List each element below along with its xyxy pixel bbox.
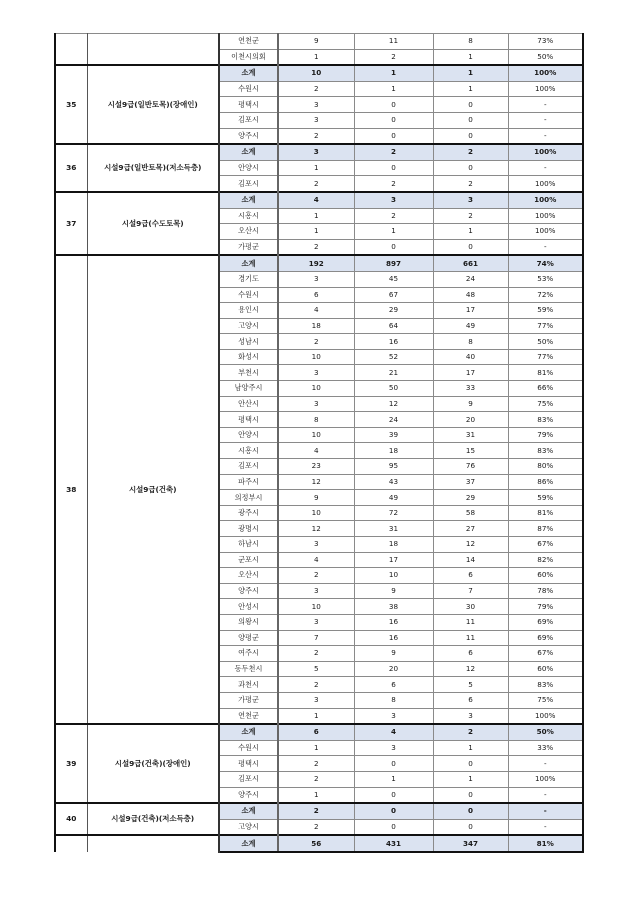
- applicant-count-cell: 1: [354, 81, 433, 97]
- planned-count-cell: 4: [278, 552, 354, 568]
- region-cell: 양주시: [219, 128, 278, 144]
- passed-count-cell: 11: [433, 630, 508, 646]
- group-number: 38: [55, 255, 87, 724]
- rate-cell: 83%: [508, 443, 583, 459]
- passed-count-cell: 2: [433, 144, 508, 160]
- passed-count-cell: 0: [433, 239, 508, 255]
- region-cell: 광주시: [219, 505, 278, 521]
- subtotal-row: [55, 144, 583, 160]
- planned-count-cell: 3: [278, 112, 354, 128]
- planned-count-cell: 8: [278, 412, 354, 428]
- region-cell: 양주시: [219, 583, 278, 599]
- passed-count-cell: 58: [433, 505, 508, 521]
- passed-count-cell: 27: [433, 521, 508, 537]
- table-row: [55, 34, 583, 50]
- rate-cell: -: [508, 128, 583, 144]
- planned-count-cell: 10: [278, 427, 354, 443]
- region-cell: 양주시: [219, 787, 278, 803]
- passed-count-cell: 0: [433, 112, 508, 128]
- passed-count-cell: 2: [433, 208, 508, 224]
- passed-count-cell: 30: [433, 599, 508, 615]
- region-cell: 양평군: [219, 630, 278, 646]
- planned-count-cell: 2: [278, 756, 354, 772]
- region-cell: 부천시: [219, 365, 278, 381]
- passed-count-cell: 0: [433, 128, 508, 144]
- applicant-count-cell: 50: [354, 381, 433, 397]
- applicant-count-cell: 9: [354, 646, 433, 662]
- applicant-count-cell: 29: [354, 303, 433, 319]
- region-cell: 광명시: [219, 521, 278, 537]
- applicant-count-cell: 12: [354, 396, 433, 412]
- applicant-count-cell: 67: [354, 287, 433, 303]
- planned-count-cell: 2: [278, 819, 354, 835]
- region-cell: 가평군: [219, 239, 278, 255]
- passed-count-cell: 12: [433, 537, 508, 553]
- group-title: 시설9급(수도토목): [87, 192, 219, 255]
- region-cell: 의정부시: [219, 490, 278, 506]
- planned-count-cell: 2: [278, 176, 354, 192]
- planned-count-cell: 10: [278, 65, 354, 81]
- rate-cell: -: [508, 160, 583, 176]
- passed-count-cell: 37: [433, 474, 508, 490]
- applicant-count-cell: 0: [354, 128, 433, 144]
- rate-cell: 50%: [508, 334, 583, 350]
- passed-count-cell: 12: [433, 661, 508, 677]
- group-title: 시설9급(일반토목)(저소득층): [87, 144, 219, 192]
- subtotal-row: [55, 192, 583, 208]
- applicant-count-cell: 3: [354, 192, 433, 208]
- applicant-count-cell: 21: [354, 365, 433, 381]
- rate-cell: 83%: [508, 412, 583, 428]
- planned-count-cell: 2: [278, 646, 354, 662]
- passed-count-cell: 1: [433, 65, 508, 81]
- rate-cell: -: [508, 819, 583, 835]
- applicant-count-cell: 18: [354, 537, 433, 553]
- planned-count-cell: 2: [278, 568, 354, 584]
- group-number: [55, 835, 87, 852]
- region-cell: 평택시: [219, 756, 278, 772]
- applicant-count-cell: 11: [354, 34, 433, 50]
- region-cell: 안성시: [219, 599, 278, 615]
- passed-count-cell: 0: [433, 803, 508, 819]
- rate-cell: 53%: [508, 271, 583, 287]
- applicant-count-cell: 45: [354, 271, 433, 287]
- applicant-count-cell: 3: [354, 740, 433, 756]
- rate-cell: 73%: [508, 34, 583, 50]
- planned-count-cell: 10: [278, 381, 354, 397]
- rate-cell: 60%: [508, 661, 583, 677]
- group-title: [87, 835, 219, 852]
- rate-cell: -: [508, 756, 583, 772]
- passed-count-cell: 1: [433, 224, 508, 240]
- region-cell: 이천시의회: [219, 49, 278, 65]
- applicant-count-cell: 18: [354, 443, 433, 459]
- passed-count-cell: 2: [433, 176, 508, 192]
- rate-cell: -: [508, 97, 583, 113]
- applicant-count-cell: 16: [354, 334, 433, 350]
- subtotal-row: [55, 65, 583, 81]
- applicant-count-cell: 24: [354, 412, 433, 428]
- rate-cell: 60%: [508, 568, 583, 584]
- applicant-count-cell: 2: [354, 208, 433, 224]
- region-cell: 안양시: [219, 427, 278, 443]
- applicant-count-cell: 16: [354, 614, 433, 630]
- applicant-count-cell: 1: [354, 771, 433, 787]
- group-number: 35: [55, 65, 87, 144]
- rate-cell: 59%: [508, 490, 583, 506]
- planned-count-cell: 3: [278, 692, 354, 708]
- region-cell: 남양주시: [219, 381, 278, 397]
- planned-count-cell: 10: [278, 599, 354, 615]
- region-cell: 연천군: [219, 708, 278, 724]
- region-cell: 연천군: [219, 34, 278, 50]
- applicant-count-cell: 2: [354, 49, 433, 65]
- planned-count-cell: 23: [278, 459, 354, 475]
- applicant-count-cell: 2: [354, 176, 433, 192]
- region-cell: 김포시: [219, 771, 278, 787]
- rate-cell: 33%: [508, 740, 583, 756]
- rate-cell: 80%: [508, 459, 583, 475]
- applicant-count-cell: 95: [354, 459, 433, 475]
- passed-count-cell: 1: [433, 740, 508, 756]
- planned-count-cell: 1: [278, 740, 354, 756]
- planned-count-cell: 12: [278, 474, 354, 490]
- applicant-count-cell: 0: [354, 112, 433, 128]
- rate-cell: 81%: [508, 505, 583, 521]
- planned-count-cell: 4: [278, 192, 354, 208]
- passed-count-cell: 9: [433, 396, 508, 412]
- region-cell: 화성시: [219, 349, 278, 365]
- rate-cell: 100%: [508, 144, 583, 160]
- passed-count-cell: 11: [433, 614, 508, 630]
- applicant-count-cell: 0: [354, 97, 433, 113]
- passed-count-cell: 0: [433, 819, 508, 835]
- region-cell: 소계: [219, 724, 278, 740]
- planned-count-cell: 56: [278, 835, 354, 852]
- passed-count-cell: 33: [433, 381, 508, 397]
- planned-count-cell: 6: [278, 287, 354, 303]
- planned-count-cell: 12: [278, 521, 354, 537]
- region-cell: 용인시: [219, 303, 278, 319]
- rate-cell: 66%: [508, 381, 583, 397]
- group-number: 40: [55, 803, 87, 835]
- region-cell: 동두천시: [219, 661, 278, 677]
- group-title: 시설9급(건축): [87, 255, 219, 724]
- applicant-count-cell: 0: [354, 819, 433, 835]
- planned-count-cell: 3: [278, 583, 354, 599]
- planned-count-cell: 192: [278, 255, 354, 271]
- planned-count-cell: 9: [278, 34, 354, 50]
- applicant-count-cell: 10: [354, 568, 433, 584]
- applicant-count-cell: 38: [354, 599, 433, 615]
- rate-cell: 100%: [508, 771, 583, 787]
- rate-cell: 74%: [508, 255, 583, 271]
- region-cell: 가평군: [219, 692, 278, 708]
- region-cell: 성남시: [219, 334, 278, 350]
- subtotal-row: [55, 803, 583, 819]
- passed-count-cell: 8: [433, 334, 508, 350]
- applicant-count-cell: 1: [354, 224, 433, 240]
- rate-cell: 82%: [508, 552, 583, 568]
- passed-count-cell: 0: [433, 787, 508, 803]
- group-number: 36: [55, 144, 87, 192]
- planned-count-cell: 10: [278, 505, 354, 521]
- applicant-count-cell: 431: [354, 835, 433, 852]
- rate-cell: 78%: [508, 583, 583, 599]
- group-title: 시설9급(건축)(장애인): [87, 724, 219, 803]
- region-cell: 수원시: [219, 81, 278, 97]
- passed-count-cell: 17: [433, 365, 508, 381]
- passed-count-cell: 14: [433, 552, 508, 568]
- passed-count-cell: 6: [433, 646, 508, 662]
- applicant-count-cell: 64: [354, 318, 433, 334]
- applicant-count-cell: 4: [354, 724, 433, 740]
- passed-count-cell: 31: [433, 427, 508, 443]
- passed-count-cell: 24: [433, 271, 508, 287]
- rate-cell: 69%: [508, 630, 583, 646]
- region-cell: 평택시: [219, 412, 278, 428]
- rate-cell: 100%: [508, 176, 583, 192]
- applicant-count-cell: 3: [354, 708, 433, 724]
- passed-count-cell: 1: [433, 81, 508, 97]
- region-cell: 의왕시: [219, 614, 278, 630]
- planned-count-cell: 2: [278, 803, 354, 819]
- region-cell: 소계: [219, 192, 278, 208]
- planned-count-cell: 1: [278, 224, 354, 240]
- applicant-count-cell: 0: [354, 160, 433, 176]
- passed-count-cell: 76: [433, 459, 508, 475]
- planned-count-cell: 3: [278, 396, 354, 412]
- passed-count-cell: 20: [433, 412, 508, 428]
- planned-count-cell: 3: [278, 144, 354, 160]
- rate-cell: 50%: [508, 724, 583, 740]
- planned-count-cell: 9: [278, 490, 354, 506]
- applicant-count-cell: 17: [354, 552, 433, 568]
- rate-cell: 50%: [508, 49, 583, 65]
- applicant-count-cell: 20: [354, 661, 433, 677]
- applicant-count-cell: 8: [354, 692, 433, 708]
- planned-count-cell: 1: [278, 160, 354, 176]
- passed-count-cell: 6: [433, 568, 508, 584]
- planned-count-cell: 2: [278, 128, 354, 144]
- region-cell: 소계: [219, 65, 278, 81]
- planned-count-cell: 3: [278, 614, 354, 630]
- planned-count-cell: 1: [278, 708, 354, 724]
- region-cell: 김포시: [219, 112, 278, 128]
- passed-count-cell: 8: [433, 34, 508, 50]
- region-cell: 수원시: [219, 287, 278, 303]
- passed-count-cell: 0: [433, 756, 508, 772]
- rate-cell: -: [508, 239, 583, 255]
- region-cell: 오산시: [219, 224, 278, 240]
- region-cell: 소계: [219, 835, 278, 852]
- subtotal-row: [55, 835, 583, 852]
- applicant-count-cell: 0: [354, 803, 433, 819]
- region-cell: 소계: [219, 144, 278, 160]
- region-cell: 하남시: [219, 537, 278, 553]
- rate-cell: 79%: [508, 599, 583, 615]
- passed-count-cell: 3: [433, 192, 508, 208]
- region-cell: 소계: [219, 255, 278, 271]
- planned-count-cell: 2: [278, 771, 354, 787]
- region-cell: 시흥시: [219, 208, 278, 224]
- passed-count-cell: 29: [433, 490, 508, 506]
- planned-count-cell: 3: [278, 271, 354, 287]
- planned-count-cell: 10: [278, 349, 354, 365]
- applicant-count-cell: 43: [354, 474, 433, 490]
- rate-cell: 81%: [508, 835, 583, 852]
- passed-count-cell: 6: [433, 692, 508, 708]
- passed-count-cell: 2: [433, 724, 508, 740]
- applicant-count-cell: 49: [354, 490, 433, 506]
- planned-count-cell: 18: [278, 318, 354, 334]
- recruitment-results-table: [54, 33, 584, 853]
- passed-count-cell: 17: [433, 303, 508, 319]
- region-cell: 과천시: [219, 677, 278, 693]
- applicant-count-cell: 0: [354, 239, 433, 255]
- rate-cell: 79%: [508, 427, 583, 443]
- region-cell: 안양시: [219, 160, 278, 176]
- planned-count-cell: 1: [278, 787, 354, 803]
- region-cell: 안산시: [219, 396, 278, 412]
- region-cell: 김포시: [219, 459, 278, 475]
- rate-cell: 100%: [508, 192, 583, 208]
- region-cell: 수원시: [219, 740, 278, 756]
- rate-cell: 100%: [508, 65, 583, 81]
- region-cell: 파주시: [219, 474, 278, 490]
- applicant-count-cell: 6: [354, 677, 433, 693]
- planned-count-cell: 1: [278, 208, 354, 224]
- passed-count-cell: 40: [433, 349, 508, 365]
- planned-count-cell: 2: [278, 677, 354, 693]
- applicant-count-cell: 16: [354, 630, 433, 646]
- planned-count-cell: 3: [278, 97, 354, 113]
- rate-cell: 59%: [508, 303, 583, 319]
- table-body: [55, 34, 583, 852]
- region-cell: 고양시: [219, 318, 278, 334]
- applicant-count-cell: 1: [354, 65, 433, 81]
- group-number: 39: [55, 724, 87, 803]
- planned-count-cell: 3: [278, 365, 354, 381]
- rate-cell: 83%: [508, 677, 583, 693]
- rate-cell: 100%: [508, 708, 583, 724]
- rate-cell: 75%: [508, 692, 583, 708]
- passed-count-cell: 347: [433, 835, 508, 852]
- region-cell: 여주시: [219, 646, 278, 662]
- applicant-count-cell: 31: [354, 521, 433, 537]
- passed-count-cell: 49: [433, 318, 508, 334]
- planned-count-cell: 4: [278, 303, 354, 319]
- planned-count-cell: 2: [278, 334, 354, 350]
- region-cell: 김포시: [219, 176, 278, 192]
- region-cell: 오산시: [219, 568, 278, 584]
- applicant-count-cell: 0: [354, 787, 433, 803]
- rate-cell: 75%: [508, 396, 583, 412]
- rate-cell: 77%: [508, 318, 583, 334]
- rate-cell: 77%: [508, 349, 583, 365]
- region-cell: 군포시: [219, 552, 278, 568]
- rate-cell: -: [508, 112, 583, 128]
- planned-count-cell: 3: [278, 537, 354, 553]
- group-number: [55, 34, 87, 66]
- rate-cell: -: [508, 787, 583, 803]
- passed-count-cell: 661: [433, 255, 508, 271]
- subtotal-row: [55, 724, 583, 740]
- planned-count-cell: 2: [278, 239, 354, 255]
- passed-count-cell: 1: [433, 771, 508, 787]
- planned-count-cell: 1: [278, 49, 354, 65]
- rate-cell: 87%: [508, 521, 583, 537]
- rate-cell: 81%: [508, 365, 583, 381]
- rate-cell: 100%: [508, 224, 583, 240]
- rate-cell: 67%: [508, 537, 583, 553]
- applicant-count-cell: 39: [354, 427, 433, 443]
- rate-cell: 86%: [508, 474, 583, 490]
- region-cell: 경기도: [219, 271, 278, 287]
- rate-cell: 100%: [508, 81, 583, 97]
- planned-count-cell: 6: [278, 724, 354, 740]
- region-cell: 평택시: [219, 97, 278, 113]
- group-title: 시설9급(건축)(저소득층): [87, 803, 219, 835]
- region-cell: 시흥시: [219, 443, 278, 459]
- applicant-count-cell: 0: [354, 756, 433, 772]
- rate-cell: 100%: [508, 208, 583, 224]
- applicant-count-cell: 72: [354, 505, 433, 521]
- applicant-count-cell: 897: [354, 255, 433, 271]
- region-cell: 고양시: [219, 819, 278, 835]
- passed-count-cell: 0: [433, 97, 508, 113]
- passed-count-cell: 5: [433, 677, 508, 693]
- passed-count-cell: 7: [433, 583, 508, 599]
- applicant-count-cell: 9: [354, 583, 433, 599]
- subtotal-row: [55, 255, 583, 271]
- rate-cell: -: [508, 803, 583, 819]
- planned-count-cell: 5: [278, 661, 354, 677]
- passed-count-cell: 48: [433, 287, 508, 303]
- planned-count-cell: 7: [278, 630, 354, 646]
- passed-count-cell: 1: [433, 49, 508, 65]
- planned-count-cell: 2: [278, 81, 354, 97]
- applicant-count-cell: 52: [354, 349, 433, 365]
- group-number: 37: [55, 192, 87, 255]
- rate-cell: 72%: [508, 287, 583, 303]
- rate-cell: 69%: [508, 614, 583, 630]
- applicant-count-cell: 2: [354, 144, 433, 160]
- group-title: 시설9급(일반토목)(장애인): [87, 65, 219, 144]
- rate-cell: 67%: [508, 646, 583, 662]
- group-title: [87, 34, 219, 66]
- region-cell: 소계: [219, 803, 278, 819]
- passed-count-cell: 3: [433, 708, 508, 724]
- planned-count-cell: 4: [278, 443, 354, 459]
- passed-count-cell: 15: [433, 443, 508, 459]
- passed-count-cell: 0: [433, 160, 508, 176]
